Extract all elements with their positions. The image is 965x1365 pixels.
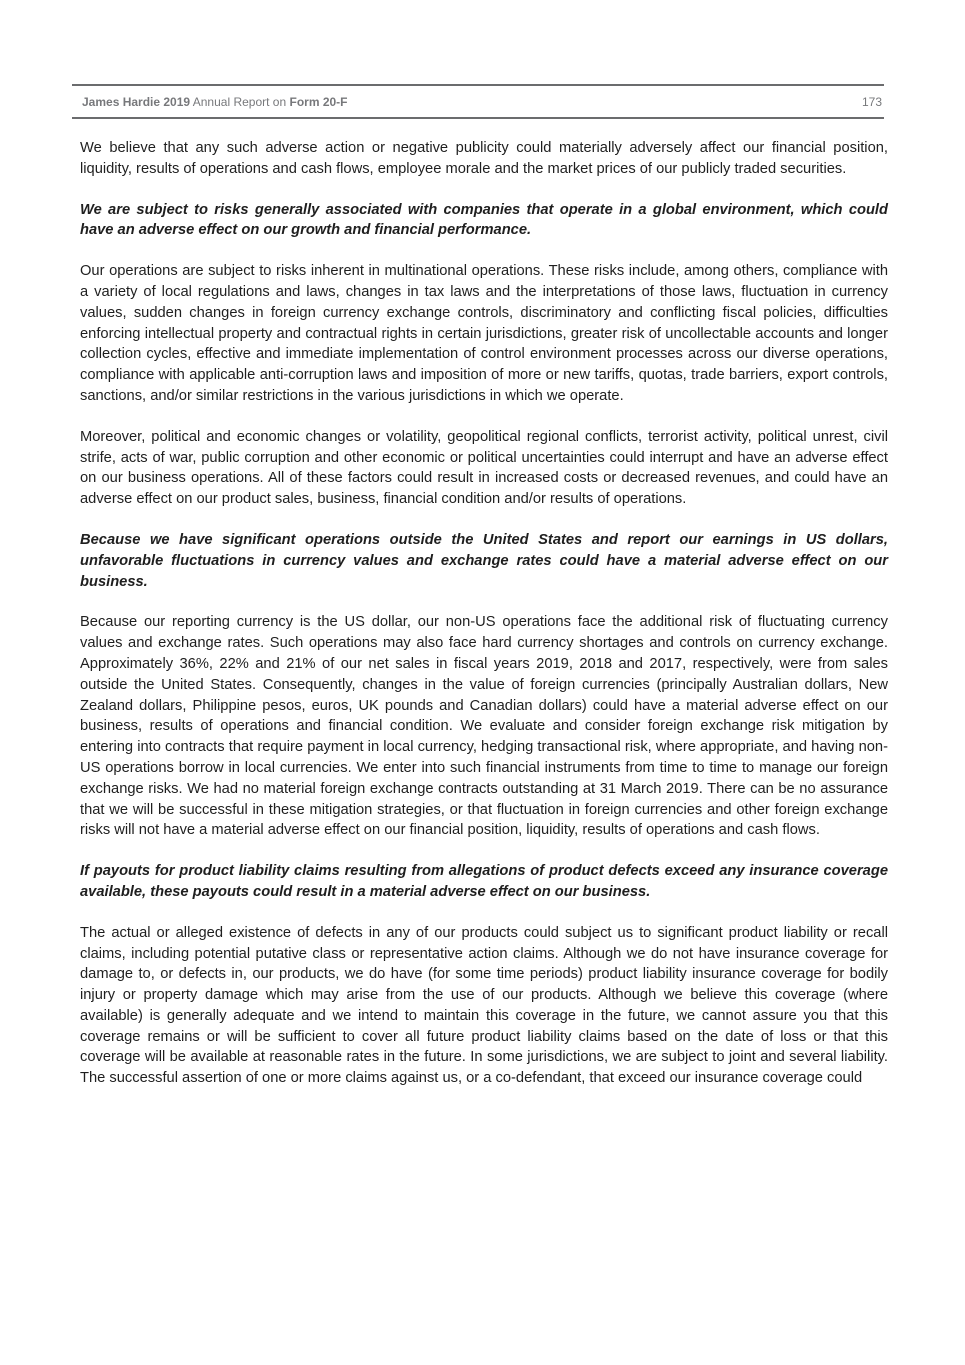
report-title (82, 95, 348, 109)
page-header-row (72, 86, 884, 117)
body-paragraph: Moreover, political and economic changes or volatility, geopolitical regional conflicts, terrorist activity, political unrest, civil strife, acts of war, public corruption and other economic or political uncertainties could interrupt and have an adverse effect on our business operations. All of these factors could result in increased costs or decreased revenues, and could have an adverse effect on our product sales, business, financial condition and/or results of operations. (80, 428, 888, 508)
page-body (80, 138, 888, 1109)
page-number: 173 (861, 94, 882, 109)
risk-factor-heading: We are subject to risks generally associated with companies that operate in a global environment, which could have an adverse effect on our growth and financial performance. (80, 201, 888, 239)
body-paragraph: Because our reporting currency is the US dollar, our non-US operations face the additional risk of fluctuating currency values and exchange rates. Such operations may also face hard currency shortages and controls on currency exchange. Approximately 36%, 22% and 21% of our net sales in fiscal years 2019, 2018 and 2017, respectively, were from sales outside the United States. Consequently, changes in the value of foreign currencies (principally Australian dollars, New Zealand dollars, Philippine pesos, euros, UK pounds and Canadian dollars) could have a material adverse effect on our business, results of operations and financial condition. We evaluate and consider foreign exchange risk mitigation by entering into contracts that require payment in local currency, hedging transactional risk, where appropriate, and having non-US operations borrow in local currencies. We enter into such financial instruments from time to time to manage our foreign exchange risks. We had no material foreign exchange contracts outstanding at 31 March 2019. There can be no assurance that we will be successful in these mitigation strategies, or that fluctuation in foreign currencies and other foreign exchange risks will not have a material adverse effect on our financial position, liquidity, results of operations and cash flows. (80, 614, 888, 839)
report-brand-year: James Hardie 2019 (82, 94, 191, 109)
risk-factor-heading: If payouts for product liability claims resulting from allegations of product defects exceed any insurance coverage available, these payouts could result in a material adverse effect on our business. (80, 863, 888, 900)
page-header (72, 84, 884, 119)
body-paragraph: Our operations are subject to risks inherent in multinational operations. These risks include, among others, compliance with a variety of local regulations and laws, changes in tax laws and the interpretations of those laws, fluctuation in currency values, sudden changes in foreign currency exchange controls, discriminatory and conflicting fiscal policies, difficulties enforcing intellectual property and contractual rights in certain jurisdictions, greater risk of uncollectable accounts and longer collection cycles, effective and immediate implementation of control environment processes across our diverse operations, compliance with applicable anti-corruption laws and imposition of more or new tariffs, quotas, trade barriers, export controls, sanctions, and/or similar restrictions in the various jurisdictions in which we operate. (80, 263, 888, 404)
body-paragraph: We believe that any such adverse action or negative publicity could materially adversely affect our financial position, liquidity, results of operations and cash flows, employee morale and the market prices of our publicly traded securities. (80, 140, 888, 177)
body-paragraph: The actual or alleged existence of defects in any of our products could subject us to significant product liability or recall claims, including potential putative class or representative action claims. Although we do not have insurance coverage for damage to, or defects in, our products, we do have (for some time periods) product liability insurance coverage for bodily injury or property damage which may arise from the use of our products. Although we believe this coverage (where available) is generally adequate and we intend to maintain this coverage in the future, we cannot assure you that this coverage remains or will be sufficient to cover all future product liability claims based on the date of loss or that this coverage will be available at reasonable rates in the future. In some jurisdictions, we are subject to joint and several liability. The successful assertion of one or more claims against us, or a co-defendant, that exceed our insurance coverage could (80, 924, 888, 1087)
report-title-middle: Annual Report on (190, 94, 290, 109)
risk-factor-heading: Because we have significant operations outside the United States and report our earnings in US dollars, unfavorable fluctuations in currency values and exchange rates could have a material adverse effect on our business. (80, 531, 888, 590)
report-form-name: Form 20-F (289, 94, 348, 109)
